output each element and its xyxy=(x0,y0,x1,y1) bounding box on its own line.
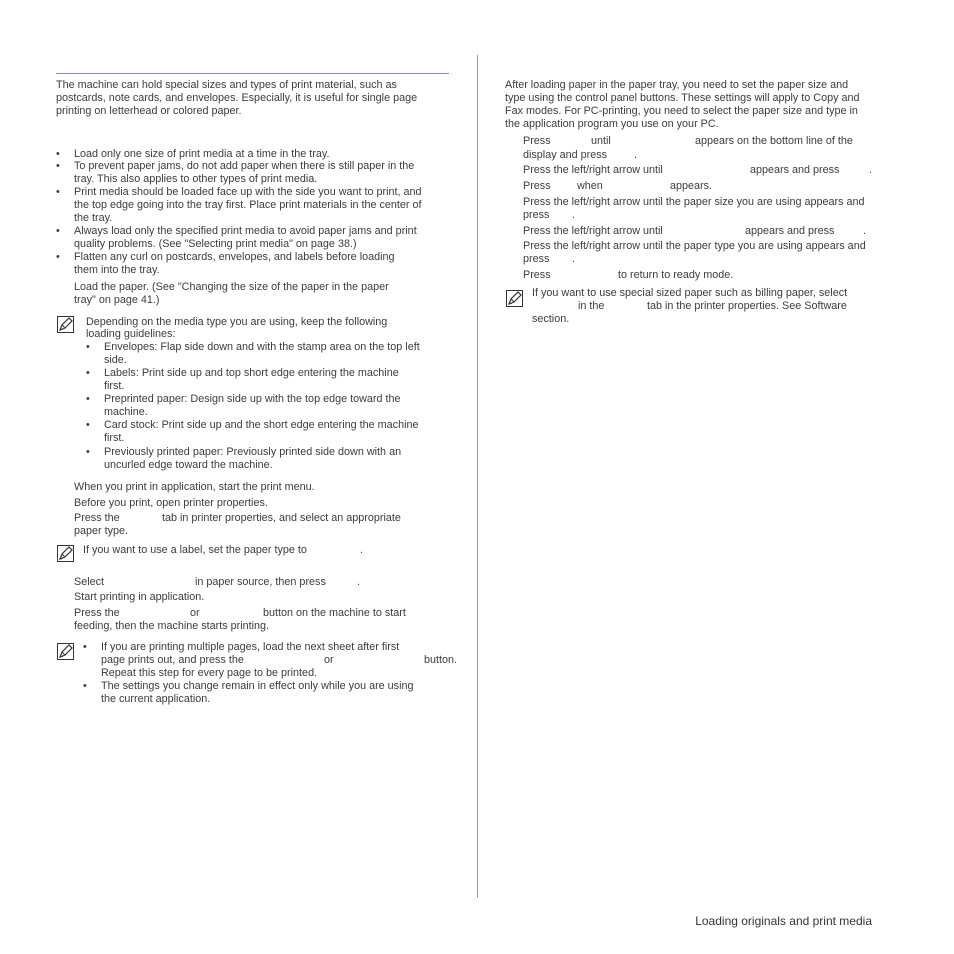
step-text: Select xyxy=(74,576,105,588)
step-text: display and press xyxy=(523,149,608,161)
list-item-text: Envelopes: Flap side down and with the stamp area on the top left xyxy=(104,341,420,353)
note-pencil-icon xyxy=(57,545,74,562)
step-text: in paper source, then press xyxy=(195,576,326,588)
intro-line: After loading paper in the paper tray, you need to set the paper size and xyxy=(505,79,849,91)
bullet-icon: • xyxy=(86,446,90,458)
note-pencil-icon xyxy=(506,290,523,307)
bullet-icon: • xyxy=(86,341,90,353)
intro-line: The machine can hold special sizes and types of print material, such as xyxy=(56,79,397,91)
step-text: appears on the bottom line of the xyxy=(695,135,853,147)
step-text: Press the left/right arrow until the paper type you are using appears and xyxy=(523,240,866,252)
step-text: tray" on page 41.) xyxy=(74,294,160,306)
step-text: Press xyxy=(523,180,551,192)
list-item-text: Repeat this step for every page to be printed. xyxy=(101,667,318,679)
step-text: Press xyxy=(523,269,551,281)
list-item-text: Always load only the specified print media to avoid paper jams and print xyxy=(74,225,417,237)
note-text: . xyxy=(360,544,363,556)
note-text: loading guidelines: xyxy=(86,328,176,340)
note-text: Depending on the media type you are using, keep the following xyxy=(86,316,388,328)
list-item-text: Labels: Print side up and top short edge entering the machine xyxy=(104,367,399,379)
list-item-text: Load only one size of print media at a time in the tray. xyxy=(74,148,330,160)
list-item-text: or xyxy=(324,654,334,666)
note-text: tab in the printer properties. See Software xyxy=(647,300,847,312)
step-text: . xyxy=(634,149,637,161)
bullet-icon: • xyxy=(56,148,60,160)
step-text: Load the paper. (See "Changing the size of the paper in the paper xyxy=(74,281,389,293)
bullet-icon: • xyxy=(86,419,90,431)
list-item-text: Card stock: Print side up and the short edge entering the machine xyxy=(104,419,419,431)
page-footer-title: Loading originals and print media xyxy=(695,914,872,928)
list-item-text: uncurled edge toward the machine. xyxy=(104,459,273,471)
bullet-icon: • xyxy=(56,186,60,198)
bullet-icon: • xyxy=(86,393,90,405)
step-text: until xyxy=(591,135,611,147)
intro-line: Fax modes. For PC-printing, you need to select the paper size and type in xyxy=(505,105,858,117)
step-text: Start printing in application. xyxy=(74,591,205,603)
step-text: press xyxy=(523,253,550,265)
bullet-icon: • xyxy=(83,680,87,692)
note-text: If you want to use special sized paper such as billing paper, select xyxy=(532,287,848,299)
list-item-text: the tray. xyxy=(74,212,113,224)
list-item-text: machine. xyxy=(104,406,148,418)
step-text: Press the left/right arrow until the paper size you are using appears and xyxy=(523,196,865,208)
step-text: or xyxy=(190,607,200,619)
note-text: If you want to use a label, set the paper type to xyxy=(83,544,307,556)
intro-line: postcards, note cards, and envelopes. Especially, it is useful for single page xyxy=(56,92,418,104)
bullet-icon: • xyxy=(56,225,60,237)
list-item-text: To prevent paper jams, do not add paper when there is still paper in the xyxy=(74,160,415,172)
column-divider xyxy=(477,55,478,898)
intro-line: printing on letterhead or colored paper. xyxy=(56,105,242,117)
list-item-text: side. xyxy=(104,354,127,366)
step-text: Press the left/right arrow until xyxy=(523,225,663,237)
list-item-text: button. xyxy=(424,654,458,666)
bullet-icon: • xyxy=(83,641,87,653)
step-text: paper type. xyxy=(74,525,129,537)
section-rule xyxy=(56,73,449,74)
list-item-text: Print media should be loaded face up with the side you want to print, and xyxy=(74,186,422,198)
note-text: section. xyxy=(532,313,570,325)
list-item-text: quality problems. (See "Selecting print media" on page 38.) xyxy=(74,238,357,250)
intro-line: the application program you use on your PC. xyxy=(505,118,719,130)
step-text: feeding, then the machine starts printing. xyxy=(74,620,270,632)
list-item-text: them into the tray. xyxy=(74,264,160,276)
note-pencil-icon xyxy=(57,643,74,660)
step-text: appears and press xyxy=(750,164,840,176)
list-item-text: Previously printed paper: Previously printed side down with an xyxy=(104,446,402,458)
bullet-icon: • xyxy=(56,251,60,263)
step-text: to return to ready mode. xyxy=(618,269,734,281)
step-text: . xyxy=(863,225,866,237)
list-item-text: the top edge going into the tray first. Place print materials in the center of xyxy=(74,199,422,211)
step-text: tab in printer properties, and select an appropriate xyxy=(162,512,401,524)
step-text: press xyxy=(523,209,550,221)
note-text: in the xyxy=(578,300,605,312)
note-pencil-icon xyxy=(57,316,74,333)
step-text: appears. xyxy=(670,180,713,192)
intro-line: type using the control panel buttons. These settings will apply to Copy and xyxy=(505,92,860,104)
list-item-text: page prints out, and press the xyxy=(101,654,244,666)
step-text: When you print in application, start the print menu. xyxy=(74,481,315,493)
step-text: Press the left/right arrow until xyxy=(523,164,663,176)
list-item-text: tray. This also applies to other types of print media. xyxy=(74,173,318,185)
step-text: Press the xyxy=(74,607,120,619)
step-text: button on the machine to start xyxy=(263,607,406,619)
step-text: Before you print, open printer properties. xyxy=(74,497,268,509)
list-item-text: Preprinted paper: Design side up with the top edge toward the xyxy=(104,393,401,405)
step-text: when xyxy=(577,180,603,192)
step-text: . xyxy=(357,576,360,588)
list-item-text: Flatten any curl on postcards, envelopes, and labels before loading xyxy=(74,251,395,263)
list-item-text: first. xyxy=(104,380,125,392)
step-text: . xyxy=(572,253,575,265)
step-text: Press xyxy=(523,135,551,147)
list-item-text: If you are printing multiple pages, load the next sheet after first xyxy=(101,641,400,653)
bullet-icon: • xyxy=(56,160,60,172)
step-text: . xyxy=(869,164,872,176)
list-item-text: the current application. xyxy=(101,693,211,705)
bullet-icon: • xyxy=(86,367,90,379)
list-item-text: The settings you change remain in effect only while you are using xyxy=(101,680,414,692)
step-text: . xyxy=(572,209,575,221)
step-text: appears and press xyxy=(745,225,835,237)
list-item-text: first. xyxy=(104,432,125,444)
step-text: Press the xyxy=(74,512,120,524)
